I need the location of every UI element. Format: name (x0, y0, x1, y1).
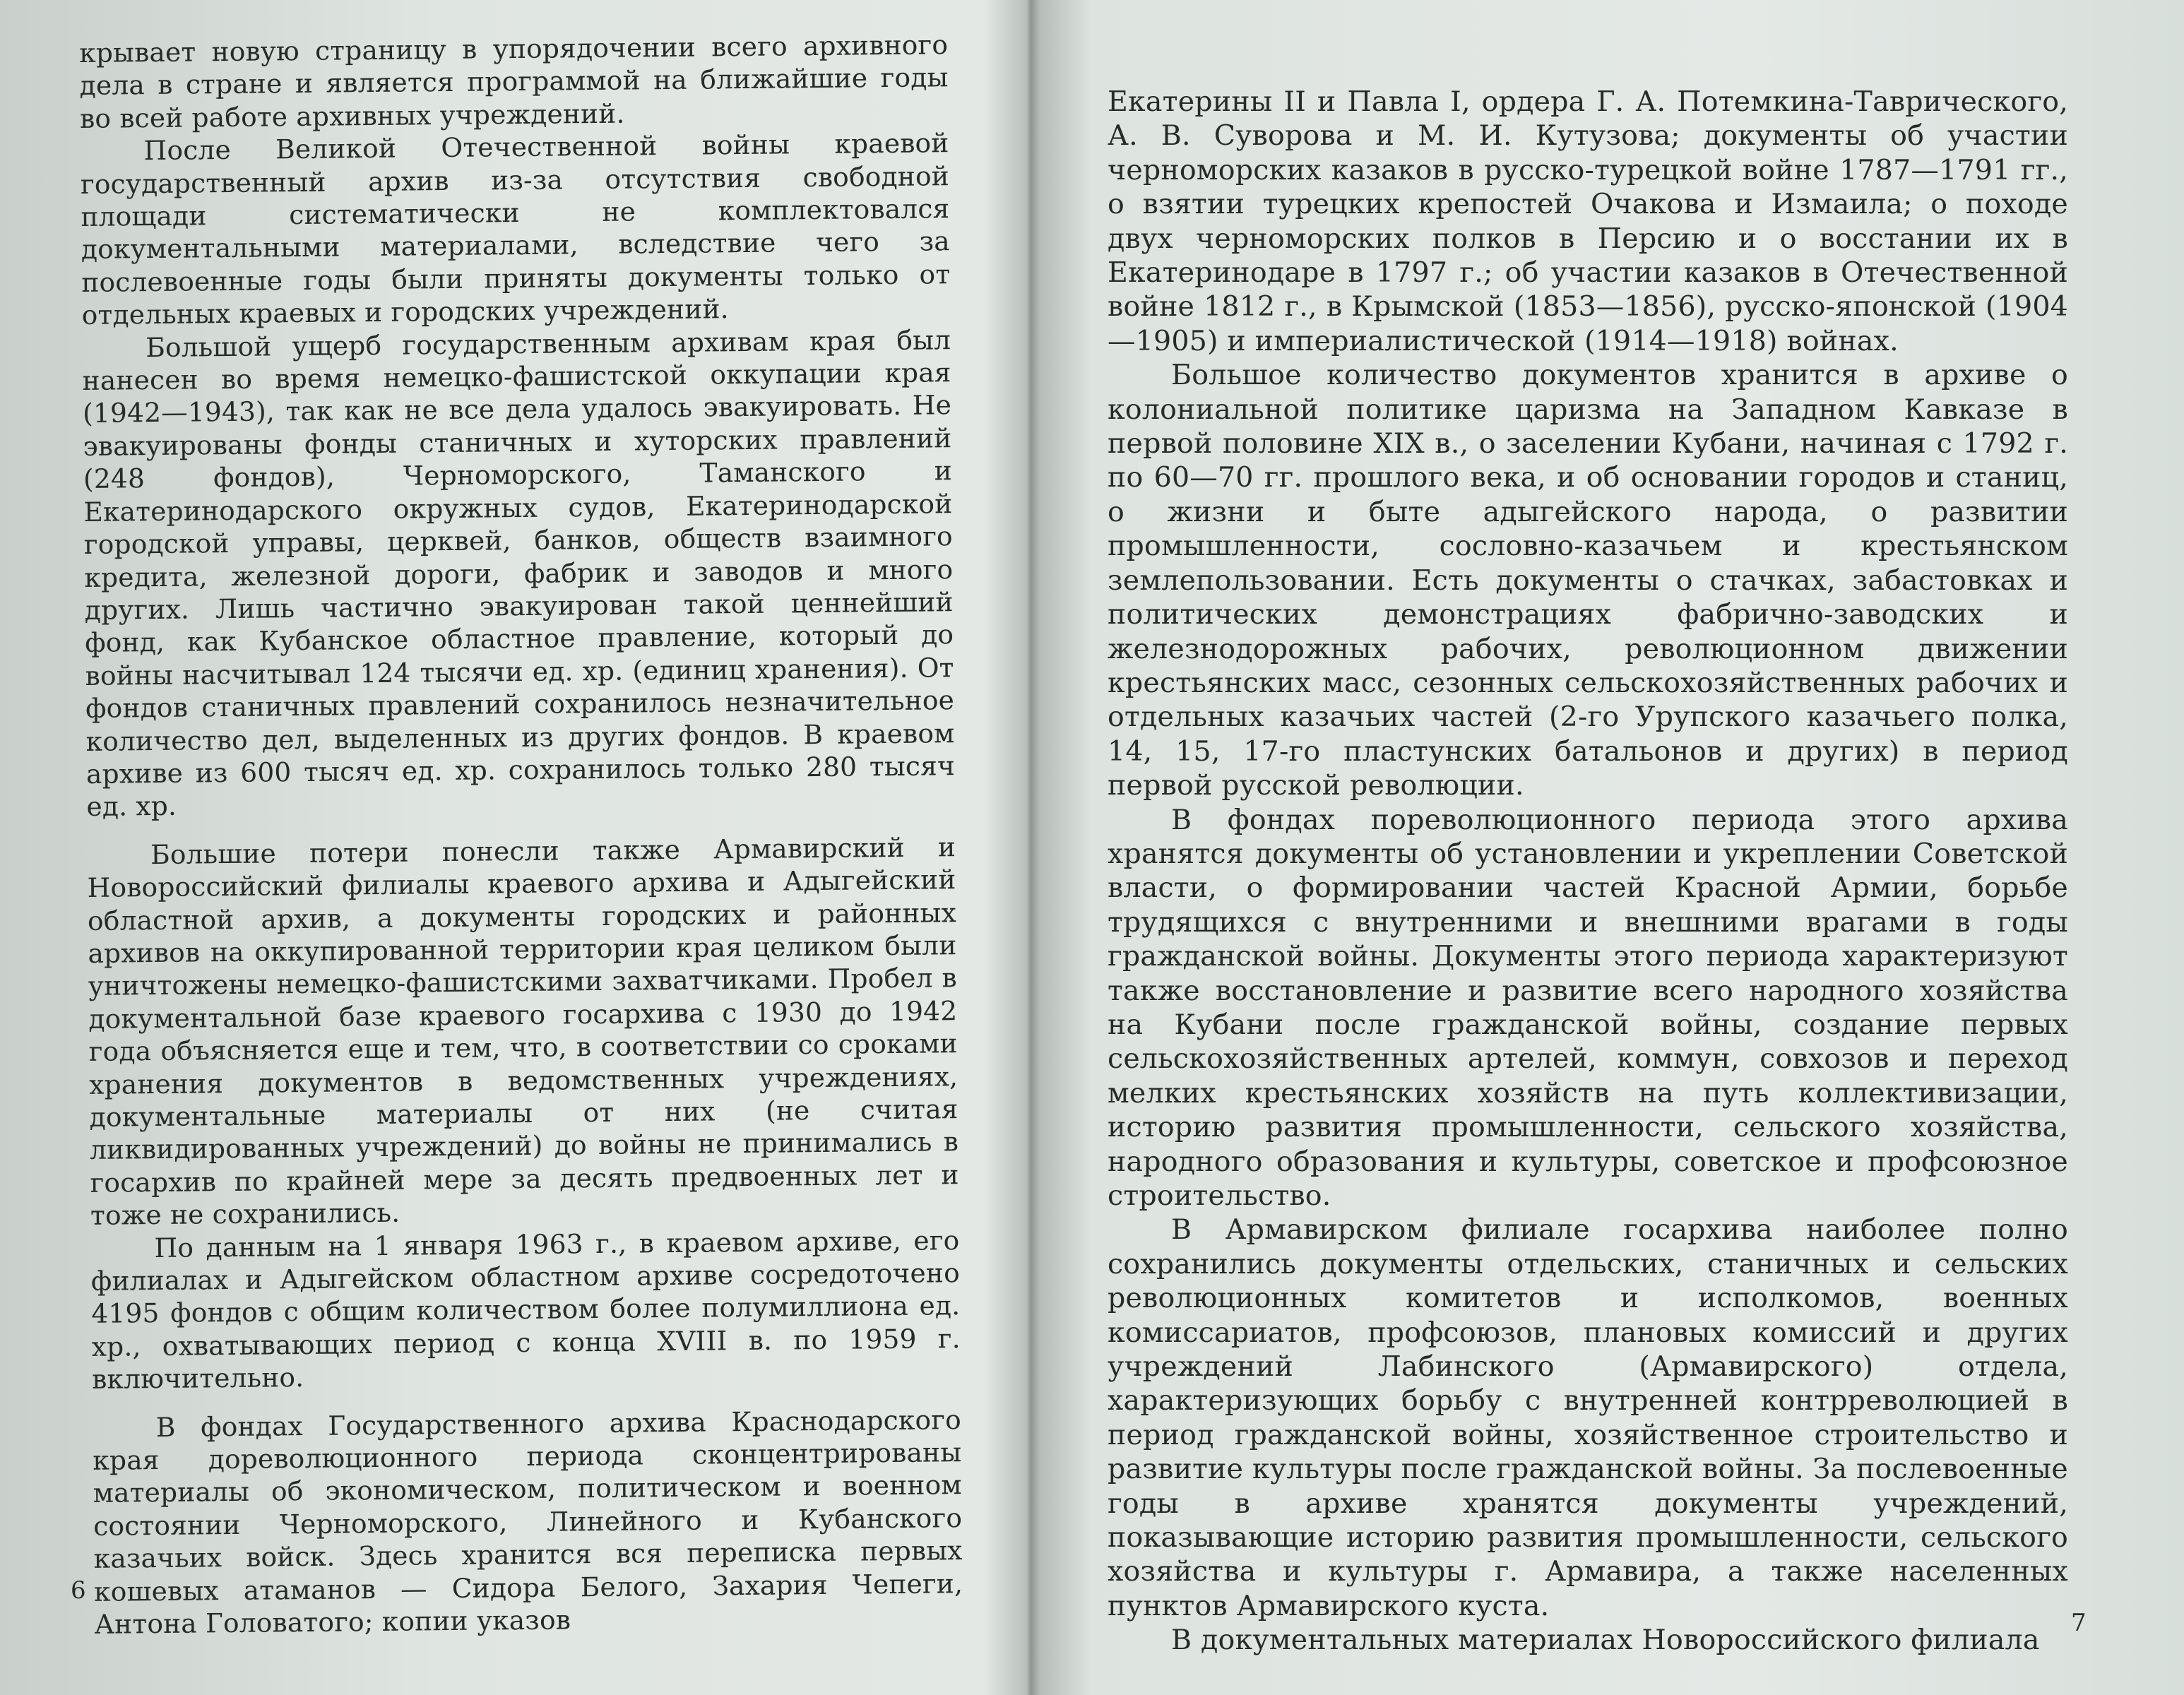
paragraph: Большое количество документов хранится в архиве о колониальной политике царизма на Западном Кавказе в первой половине XIX в., о заселении Кубани, начиная с 1792 г. по 60—70 гг. прошлого века, и об основании городов и станиц, о жизни и быте адыгейского народа, о развитии промышленности, сословно-казачьем и крестьянском землепользовании. Есть документы о стачках, забастовках и политических демонстрациях фабрично-заводских и железнодорожных рабочих, революционном движении крестьянских масс, сезонных сельскохозяйственных рабочих и отдельных казачьих частей (2-го Урупского казачьего полка, 14, 15, 17-го пластунских батальонов и других) в период первой русской революции. (1108, 359, 2068, 802)
paragraph: После Великой Отечественной войны краевой государственный архив из-за отсутствия свободной площади систематически не комплектовался документальными материалами, вследствие чего за послевоенные годы были приняты документы только от отдельных краевых и городских учреждений. (80, 127, 951, 331)
paragraph: В Армавирском филиале госархива наиболее полно сохранились документы отдельских, станичных и сельских революционных комитетов и исполкомов, военных комиссариатов, профсоюзов, плановых комиссий и других учреждений Лабинского (Армавирского) отдела, характеризующих борьбу с внутренней контрреволюцией в период гражданской войны, хозяйственное строительство и развитие культуры после гражданской войны. За послевоенные годы в архиве хранятся документы учреждений, показывающие историю развития промышленности, сельского хозяйства и культуры г. Армавира, а также населенных пунктов Армавирского куста. (1108, 1213, 2068, 1622)
paragraph: В фондах пореволюционного периода этого архива хранятся документы об установлении и укреплении Советской власти, о формировании частей Красной Армии, борьбе трудящихся с внутренними и внешними врагами в годы гражданской войны. Документы этого периода характеризуют также восстановление и развитие всего народного хозяйства на Кубани после гражданской войны, создание первых сельскохозяйственных артелей, коммун, совхозов и переход мелких крестьянских хозяйств на путь коллективизации, историю развития промышленности, сельского хозяйства, народного образования и культуры, советское и профсоюзное строительство. (1108, 803, 2068, 1212)
paragraph: Большой ущерб государственным архивам края был нанесен во время немецко-фашистской оккупации края (1942—1943), так как не все дела удалось эвакуировать. Не эвакуированы фонды станичных и хуторских правлений (248 фондов), Черноморского, Таманского и Екатеринодарского окружных судов, Екатеринодарской городской управы, церквей, банков, обществ взаимного кредита, железной дороги, фабрик и заводов и много других. Лишь частично эвакуирован такой ценнейший фонд, как Кубанское областное правление, который до войны насчитывал 124 тысячи ед. хр. (единиц хранения). От фондов станичных правлений сохранилось незначительное количество дел, выделенных из других фондов. В краевом архиве из 600 тысяч ед. хр. сохранилось только 280 тысяч ед. хр. (82, 323, 956, 823)
page-number: 7 (2071, 1609, 2087, 1637)
right-page-text-column (1108, 85, 2068, 1658)
paragraph: В документальных материалах Новороссийского филиала (1171, 1624, 2040, 1657)
paragraph: Большие потери понесли также Армавирский и Новороссийский филиалы краевого архива и Адыгейский областной архив, а документы городских и районных архивов на оккупированной территории края целиком были уничтожены немецко-фашистскими захватчиками. Пробел в документальной базе краевого госархива с 1930 до 1942 года объясняется еще и тем, что, в соответствии со сроками хранения документов в ведомственных учреждениях, документальные материалы от них (не считая ликвидированных учреждений) до войны не принимались в госархив по крайней мере за десять предвоенных лет и тоже не сохранились. (87, 831, 959, 1232)
paragraph: Екатерины II и Павла I, ордера Г. А. Потемкина-Таврического, А. В. Суворова и М. И. Кутузова; документы об участии черноморских казаков в русско-турецкой войне 1787—1791 гг., о взятии турецких крепостей Очакова и Измаила; о походе двух черноморских полков в Персию и о восстании их в Екатеринодаре в 1797 г.; об участии казаков в Отечественной войне 1812 г., в Крымской (1853—1856), русско-японской (1904—1905) и империалистической (1914—1918) войнах. (1108, 85, 2068, 357)
page-number: 6 (71, 1576, 86, 1605)
left-page (0, 0, 1017, 1695)
paragraph: крывает новую страницу в упорядочении всего архивного дела в стране и является программой на ближайшие годы во всей работе архивных учреждений. (79, 29, 949, 134)
left-page-text-column (79, 28, 963, 1641)
right-page (1017, 0, 2184, 1695)
paragraph: По данным на 1 января 1963 г., в краевом архиве, его филиалах и Адыгейском областном архиве сосредоточено 4195 фондов с общим количеством более полумиллиона ед. хр., охватывающих период с конца XVIII в. по 1959 г. включительно. (90, 1224, 961, 1396)
paragraph: В фондах Государственного архива Краснодарского края дореволюционного периода сконцентрированы материалы об экономическом, политическом и военном состоянии Черноморского, Линейного и Кубанского казачьих войск. Здесь хранится вся переписка первых кошевых атаманов — Сидора Белого, Захария Чепеги, Антона Головатого; копии указов (93, 1403, 963, 1640)
